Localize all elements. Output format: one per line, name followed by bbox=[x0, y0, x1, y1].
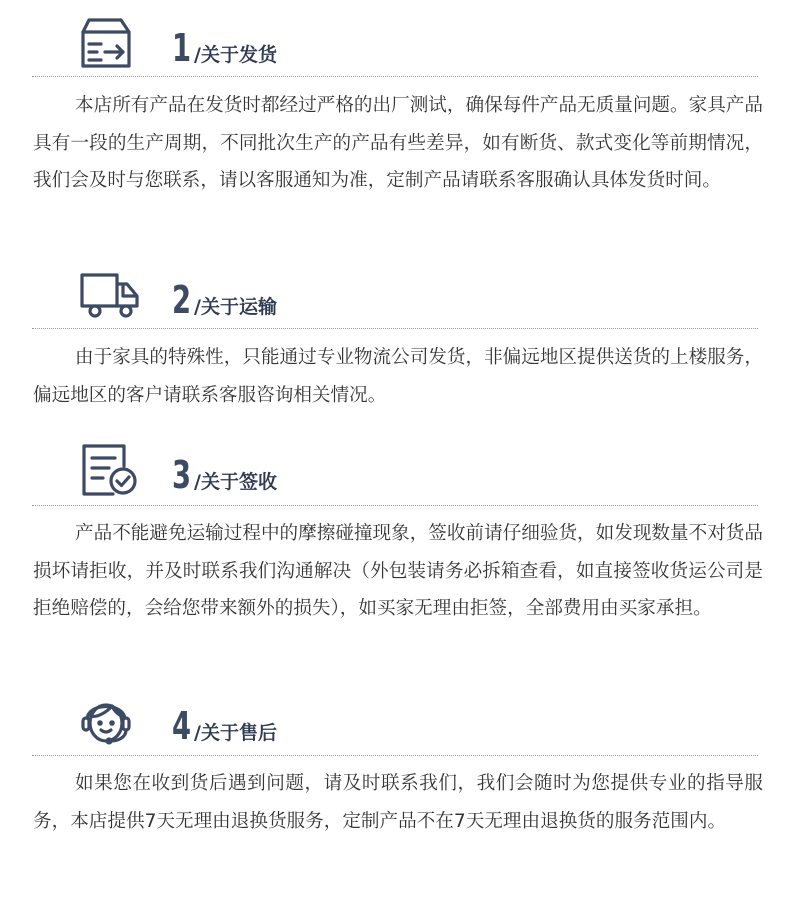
section-body: 如果您在收到货后遇到问题，请及时联系我们，我们会随时为您提供专业的指导服务，本店提供7天无理由退换货服务，定制产品不在7天无理由退换货的服务范围内。 bbox=[33, 773, 763, 832]
section-title: /关于运输 bbox=[194, 296, 277, 318]
section-body: 产品不能避免运输过程中的摩擦碰撞现象，签收前请仔细验货，如发现数量不对货品损坏请拒收，并及时联系我们沟通解决（外包装请务必拆箱查看，如直接签收货运公司是拒绝赔偿的，会给您带来额外的损失），如买家无理由拒签，全部费用由买家承担。 bbox=[33, 523, 763, 619]
document-check-icon bbox=[79, 444, 141, 496]
section-heading bbox=[172, 278, 277, 322]
section-number: 3 bbox=[172, 453, 192, 497]
customer-service-headset-icon bbox=[79, 694, 141, 746]
divider bbox=[32, 505, 758, 506]
delivery-truck-icon bbox=[79, 270, 141, 322]
divider bbox=[32, 328, 758, 329]
section-heading bbox=[172, 26, 277, 70]
divider bbox=[32, 755, 758, 756]
section-heading bbox=[172, 704, 277, 748]
section-title: /关于签收 bbox=[194, 471, 277, 493]
section-body: 本店所有产品在发货时都经过严格的出厂测试，确保每件产品无质量问题。家具产品具有一段的生产周期，不同批次生产的产品有些差异，如有断货、款式变化等前期情况，我们会及时与您联系，请以客服通知为准，定制产品请联系客服确认具体发货时间。 bbox=[33, 95, 763, 191]
divider bbox=[32, 76, 758, 77]
section-number: 2 bbox=[172, 278, 192, 322]
section-number: 4 bbox=[172, 704, 192, 748]
section-body: 由于家具的特殊性，只能通过专业物流公司发货，非偏远地区提供送货的上楼服务，偏远地区的客户请联系客服咨询相关情况。 bbox=[33, 347, 763, 406]
section-title: /关于售后 bbox=[194, 722, 277, 744]
section-title: /关于发货 bbox=[194, 44, 277, 66]
section-heading bbox=[172, 453, 277, 497]
outbox-arrow-icon bbox=[79, 18, 141, 70]
section-number: 1 bbox=[172, 26, 192, 70]
